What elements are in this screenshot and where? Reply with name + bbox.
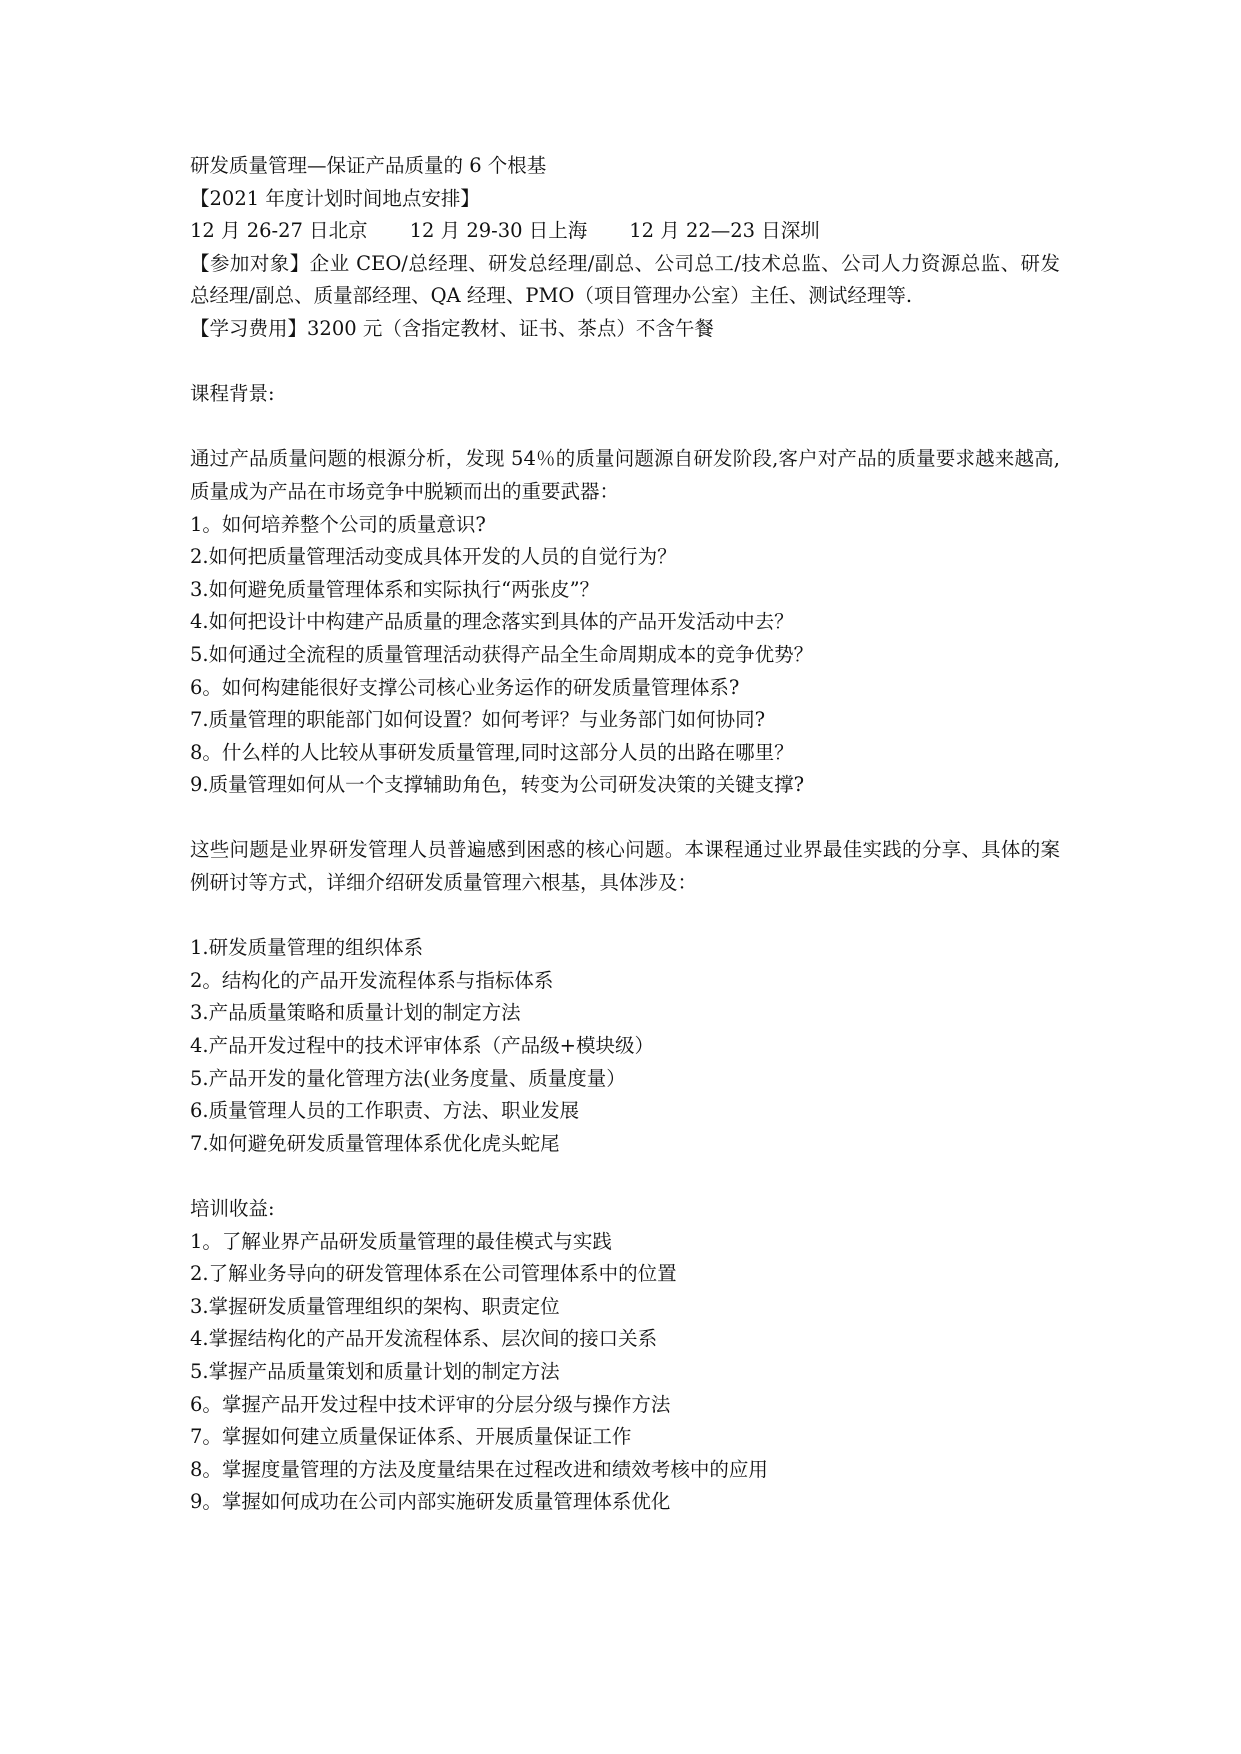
background-intro: 通过产品质量问题的根源分析，发现 54％的质量问题源自研发阶段,客户对产品的质量要求越来越高,质量成为产品在市场竞争中脱颖而出的重要武器： — [190, 447, 1060, 503]
benefit-item: 6。掌握产品开发过程中技术评审的分层分级与操作方法 — [190, 1392, 671, 1416]
schedule-line — [190, 215, 1060, 248]
document-page — [190, 150, 1060, 1519]
topic-list — [190, 932, 1060, 1160]
spacer — [190, 1160, 1060, 1193]
doc-title: 研发质量管理—保证产品质量的 6 个根基 — [190, 154, 547, 177]
benefit-item: 9。掌握如何成功在公司内部实施研发质量管理体系优化 — [190, 1490, 671, 1514]
question-item: 9.质量管理如何从一个支撑辅助角色，转变为公司研发决策的关键支撑? — [190, 773, 805, 797]
schedule-shanghai: 12 月 29-30 日上海 — [409, 219, 588, 243]
benefit-item: 3.掌握研发质量管理组织的架构、职责定位 — [190, 1294, 560, 1318]
schedule-shenzhen: 12 月 22—23 日深圳 — [629, 219, 820, 243]
schedule-beijing: 12 月 26-27 日北京 — [190, 219, 368, 243]
benefit-item: 8。掌握度量管理的方法及度量结果在过程改进和绩效考核中的应用 — [190, 1457, 768, 1481]
topic-item: 7.如何避免研发质量管理体系优化虎头蛇尾 — [190, 1131, 560, 1155]
question-item: 1。如何培养整个公司的质量意识? — [190, 512, 486, 536]
question-item: 3.如何避免质量管理体系和实际执行“两张皮”？ — [190, 577, 600, 601]
spacer — [190, 346, 1060, 379]
topic-item: 5.产品开发的量化管理方法(业务度量、质量度量） — [190, 1066, 626, 1090]
question-item: 2.如何把质量管理活动变成具体开发的人员的自觉行为？ — [190, 545, 677, 569]
benefits-heading: 培训收益: — [190, 1197, 275, 1220]
question-list — [190, 509, 1060, 802]
spacer — [190, 411, 1060, 444]
benefit-item: 5.掌握产品质量策划和质量计划的制定方法 — [190, 1359, 560, 1383]
summary-text: 这些问题是业界研发管理人员普遍感到困惑的核心问题。本课程通过业界最佳实践的分享、具体的案例研讨等方式，详细介绍研发质量管理六根基，具体涉及： — [190, 838, 1060, 895]
benefit-list — [190, 1226, 1060, 1519]
topic-item: 1.研发质量管理的组织体系 — [190, 936, 424, 960]
question-item: 5.如何通过全流程的质量管理活动获得产品全生命周期成本的竞争优势？ — [190, 642, 814, 666]
audience-text: 【参加对象】企业 CEO/总经理、研发总经理/副总、公司总工/技术总监、公司人力资源总监、研发总经理/副总、质量部经理、QA 经理、PMO（项目管理办公室）主任、测试经理等. — [190, 251, 1060, 308]
topic-item: 6.质量管理人员的工作职责、方法、职业发展 — [190, 1099, 580, 1123]
fee-text: 【学习费用】3200 元（含指定教材、证书、茶点）不含午餐 — [190, 316, 714, 340]
spacer — [190, 900, 1060, 933]
topic-item: 3.产品质量策略和质量计划的制定方法 — [190, 1001, 521, 1025]
background-heading: 课程背景: — [190, 382, 275, 406]
spacer — [190, 802, 1060, 835]
benefit-item: 4.掌握结构化的产品开发流程体系、层次间的接口关系 — [190, 1327, 658, 1351]
benefit-item: 7。掌握如何建立质量保证体系、开展质量保证工作 — [190, 1425, 632, 1449]
question-item: 4.如何把设计中构建产品质量的理念落实到具体的产品开发活动中去？ — [190, 610, 794, 634]
topic-item: 4.产品开发过程中的技术评审体系（产品级+模块级） — [190, 1034, 654, 1058]
question-item: 6。如何构建能很好支撑公司核心业务运作的研发质量管理体系? — [190, 675, 740, 699]
topic-item: 2。结构化的产品开发流程体系与指标体系 — [190, 968, 554, 992]
benefit-item: 2.了解业务导向的研发管理体系在公司管理体系中的位置 — [190, 1262, 677, 1286]
schedule-heading: 【2021 年度计划时间地点安排】 — [190, 186, 480, 210]
benefit-item: 1。了解业界产品研发质量管理的最佳模式与实践 — [190, 1229, 612, 1253]
question-item: 8。什么样的人比较从事研发质量管理,同时这部分人员的出路在哪里？ — [190, 740, 794, 764]
question-item: 7.质量管理的职能部门如何设置？如何考评？与业务部门如何协同? — [190, 708, 766, 732]
